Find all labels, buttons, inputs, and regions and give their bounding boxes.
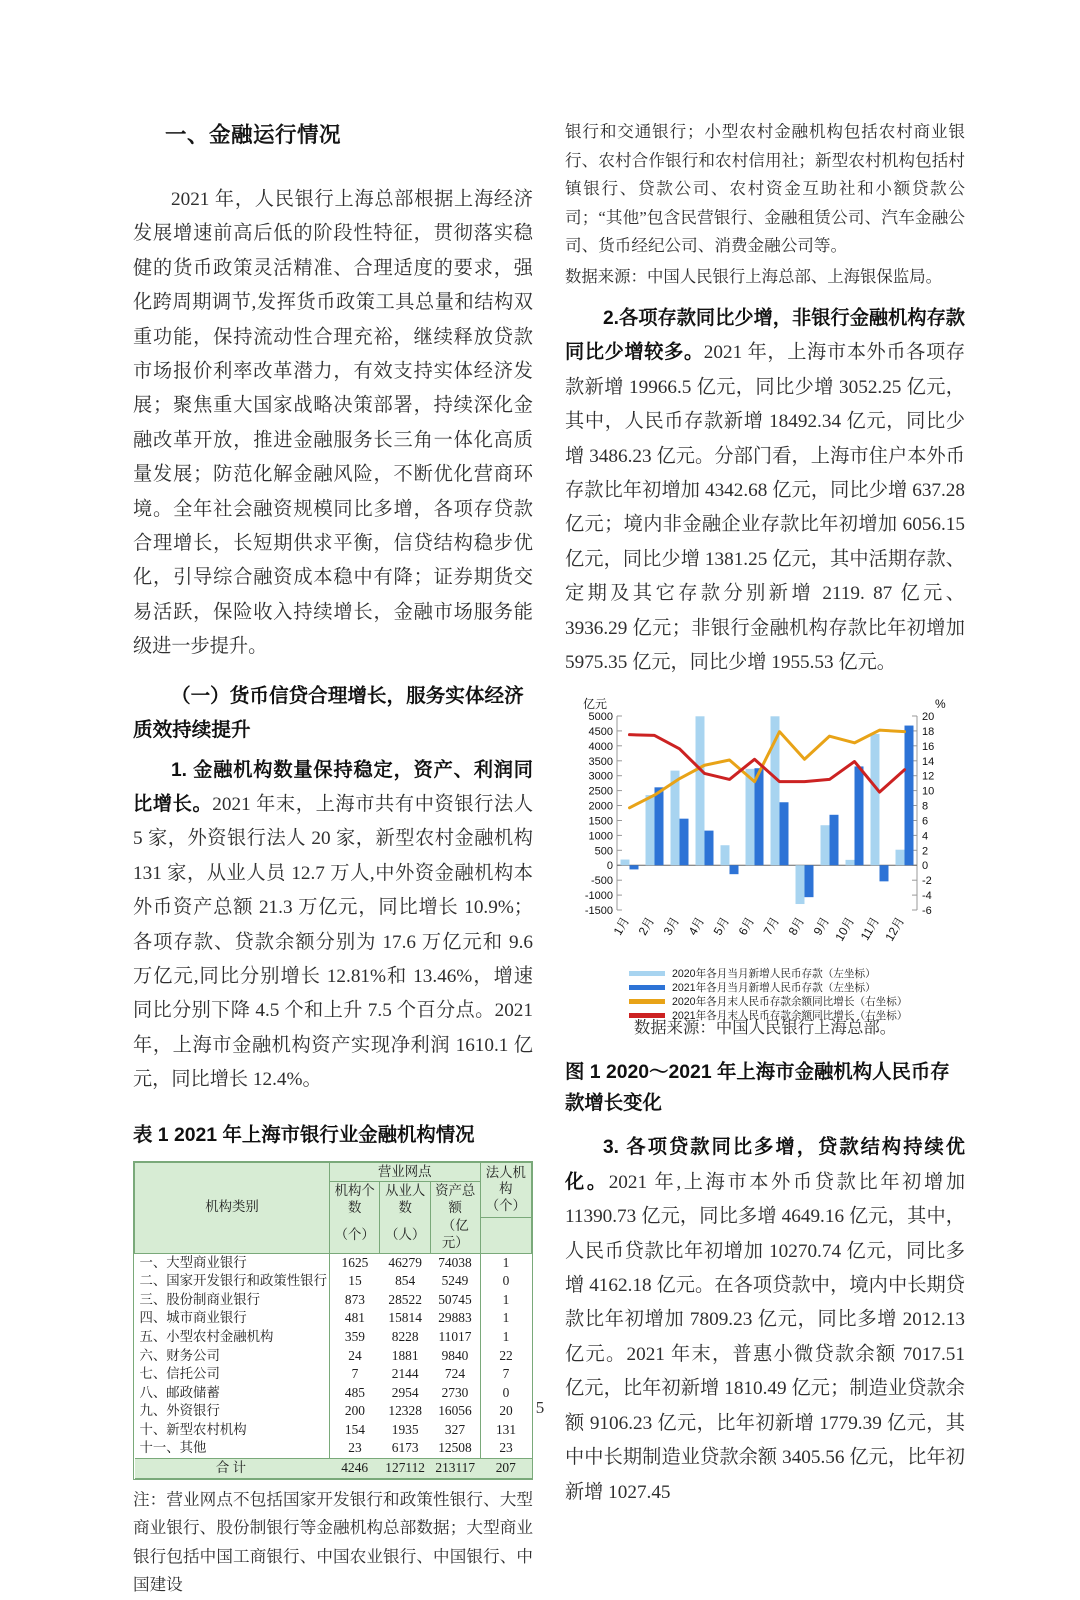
page-number: 5 bbox=[535, 1398, 545, 1417]
section-heading-1: （一）货币信贷合理增长，服务实体经济质效持续提升 bbox=[133, 684, 524, 742]
row-assets: 12508 bbox=[438, 1440, 472, 1456]
svg-text:16: 16 bbox=[922, 741, 935, 754]
row-legal: 1 bbox=[480, 1309, 531, 1328]
th-legal-line2: （个） bbox=[485, 1198, 526, 1213]
legend-item bbox=[629, 994, 965, 1008]
total-count: 4246 bbox=[329, 1459, 379, 1479]
row-legal: 0 bbox=[480, 1384, 531, 1403]
th-legal-unit bbox=[480, 1217, 531, 1253]
total-legal: 207 bbox=[480, 1459, 531, 1479]
chart-xtick-label: 3月 bbox=[660, 914, 683, 939]
svg-text:2000: 2000 bbox=[588, 800, 613, 813]
svg-text:4500: 4500 bbox=[588, 726, 613, 739]
svg-text:2500: 2500 bbox=[588, 786, 613, 799]
row-legal: 22 bbox=[480, 1347, 531, 1366]
table-1-wrapper bbox=[133, 1161, 533, 1480]
row-assets: 5249 bbox=[441, 1273, 469, 1289]
row-label: 四、城市商业银行 bbox=[135, 1309, 330, 1328]
row-staff: 15814 bbox=[388, 1310, 422, 1326]
table-row bbox=[135, 1347, 532, 1366]
svg-text:0: 0 bbox=[922, 860, 929, 873]
row-legal: 1 bbox=[480, 1253, 531, 1272]
paragraph-loans-body: 2021 年,上海市本外币贷款比年初增加 11390.73 亿元，同比多增 4649.16 亿元，其中，人民币贷款比年初增加 10270.74 亿元，同比多增 4162.18 亿元。在各项贷款中，境内中长期贷款比年初增加 7809.23 亿元，同比多增 2012.13 亿元。2021 年末，普惠小微贷款余额 7017.51 亿元，比年初新增 1810.49 亿元；制造业贷款余额 9106.23 亿元，比年初新增 1779.39 亿元，其中中长期制造业贷款余额 3405.56 亿元，比年初新增 1027.45 bbox=[565, 1171, 966, 1503]
table-note: 注：营业网点不包括国家开发银行和政策性银行、大型商业银行、股份制银行等金融机构总部数据；大型商业银行包括中国工商银行、中国农业银行、中国银行、中国建设 bbox=[133, 1489, 533, 1595]
svg-text:2: 2 bbox=[922, 845, 929, 858]
svg-text:14: 14 bbox=[922, 756, 935, 769]
chart-xtick-label: 11月 bbox=[857, 914, 883, 944]
svg-text:-500: -500 bbox=[590, 875, 613, 888]
chart-bar bbox=[896, 850, 905, 866]
row-legal: 7 bbox=[480, 1365, 531, 1384]
row-count: 24 bbox=[348, 1347, 362, 1363]
table-row bbox=[135, 1253, 532, 1272]
row-staff: 2144 bbox=[391, 1366, 419, 1382]
chart-bar bbox=[855, 767, 864, 866]
chart-xtick-label: 6月 bbox=[735, 914, 758, 939]
legend-label: 2021年各月当月新增人民币存款（左坐标） bbox=[672, 981, 876, 994]
chart-bar bbox=[730, 866, 739, 875]
svg-text:-2: -2 bbox=[922, 875, 932, 888]
row-assets: 9840 bbox=[441, 1347, 469, 1363]
legend-swatch-2021-line bbox=[629, 1013, 665, 1018]
chart-bar bbox=[680, 819, 689, 866]
chart-ylabel-left: 亿元 bbox=[583, 697, 608, 712]
paragraph-deposits-lead: 2.各项存款同比少增，非银行金融机构存款同比少增较多。 bbox=[565, 307, 965, 364]
svg-text:4000: 4000 bbox=[588, 741, 613, 754]
svg-text:20: 20 bbox=[922, 711, 935, 724]
total-label: 合 计 bbox=[135, 1459, 330, 1479]
paragraph-intro: 2021 年，人民银行上海总部根据上海经济发展增速前高后低的阶段性特征，贯彻落实稳健的货币政策灵活精准、合理适度的要求，强化跨周期调节,发挥货币政策工具总量和结构双重功能，保持流动性合理充裕，继续释放贷款市场报价利率改革潜力，有效支持实体经济发展；聚焦重大国家战略决策部署，持续深化金融改革开放，推进金融服务长三角一体化高质量发展；防范化解金融风险，不断优化营商环境。全年社会融资规模同比多增，各项存贷款合理增长，长短期供求平衡，信贷结构稳步优化，引导综合融资成本稳中有降；证券期货交易活跃，保险收入持续增长，金融市场服务能级进一步提升。 bbox=[133, 189, 533, 658]
row-label: 三、股份制商业银行 bbox=[135, 1291, 330, 1310]
chart-bar bbox=[721, 846, 730, 866]
row-label: 五、小型农村金融机构 bbox=[135, 1328, 330, 1347]
svg-text:4: 4 bbox=[922, 830, 929, 843]
svg-text:-6: -6 bbox=[922, 905, 932, 918]
th-assets-unit: （亿元） bbox=[430, 1217, 480, 1253]
chart-bar bbox=[846, 860, 855, 865]
row-label: 一、大型商业银行 bbox=[135, 1253, 330, 1272]
chart-xtick-label: 7月 bbox=[760, 914, 783, 939]
svg-text:5000: 5000 bbox=[588, 711, 613, 724]
data-source-1: 数据来源：中国人民银行上海总部、上海银保监局。 bbox=[565, 266, 942, 286]
table-1-body bbox=[135, 1253, 532, 1459]
chart-ylabel-right: % bbox=[935, 697, 946, 712]
chart-xtick-label: 9月 bbox=[810, 914, 833, 939]
paragraph-loans bbox=[565, 1131, 965, 1509]
chart-bar bbox=[796, 866, 805, 905]
row-assets: 74038 bbox=[438, 1254, 472, 1270]
table-note-continued: 银行和交通银行；小型农村金融机构包括农村商业银行、农村合作银行和农村信用社；新型农村机构包括村镇银行、贷款公司、农村资金互助社和小额贷款公司；“其他”包含民营银行、金融租赁公司、汽车金融公司、货币经纪公司、消费金融公司等。 bbox=[565, 122, 965, 256]
chart-bar bbox=[755, 769, 764, 866]
chart-legend bbox=[565, 966, 965, 1022]
row-label: 十一、其他 bbox=[135, 1439, 330, 1458]
table-total-row bbox=[135, 1459, 532, 1479]
svg-text:3500: 3500 bbox=[588, 756, 613, 769]
row-legal: 1 bbox=[480, 1328, 531, 1347]
row-assets: 724 bbox=[444, 1366, 466, 1382]
svg-text:18: 18 bbox=[922, 726, 935, 739]
row-label: 八、邮政储蓄 bbox=[135, 1384, 330, 1403]
table-row bbox=[135, 1421, 532, 1440]
th-group-branches: 营业网点 bbox=[329, 1162, 480, 1182]
row-count: 481 bbox=[344, 1310, 365, 1326]
row-label: 七、信托公司 bbox=[135, 1365, 330, 1384]
row-staff: 1935 bbox=[391, 1421, 419, 1437]
chart-svg bbox=[565, 696, 965, 964]
row-count: 1625 bbox=[341, 1254, 369, 1270]
data-source-2: 数据来源：中国人民银行上海总部。 bbox=[633, 1018, 897, 1038]
chart-xtick-label: 2月 bbox=[635, 914, 658, 939]
legend-label: 2020年各月当月新增人民币存款（左坐标） bbox=[672, 967, 876, 980]
row-count: 359 bbox=[344, 1328, 365, 1344]
page-title: 一、金融运行情况 bbox=[165, 123, 342, 147]
chart-bar bbox=[880, 866, 889, 882]
figure-1-chart bbox=[565, 696, 965, 1022]
row-staff: 1881 bbox=[391, 1347, 419, 1363]
table-header-row-1 bbox=[135, 1162, 532, 1182]
th-legal-entities bbox=[480, 1162, 531, 1217]
row-assets: 2730 bbox=[441, 1384, 469, 1400]
left-column bbox=[133, 118, 533, 1600]
row-staff: 46279 bbox=[388, 1254, 422, 1270]
right-column bbox=[565, 118, 965, 1510]
row-label: 二、国家开发银行和政策性银行 bbox=[135, 1272, 330, 1291]
row-count: 15 bbox=[348, 1273, 362, 1289]
chart-bar bbox=[705, 831, 714, 866]
th-staff-unit: （人） bbox=[380, 1217, 430, 1253]
svg-text:6: 6 bbox=[922, 815, 929, 828]
chart-bar bbox=[746, 769, 755, 865]
row-label: 九、外资银行 bbox=[135, 1402, 330, 1421]
chart-bar bbox=[780, 803, 789, 866]
chart-bar bbox=[905, 726, 914, 866]
chart-bar bbox=[646, 796, 655, 866]
chart-bar bbox=[821, 826, 830, 866]
th-staff: 从业人数 bbox=[380, 1182, 430, 1218]
total-staff: 127112 bbox=[380, 1459, 430, 1479]
table-1-foot bbox=[135, 1459, 532, 1479]
legend-item bbox=[629, 966, 965, 980]
chart-series-group bbox=[621, 717, 914, 905]
row-staff: 8228 bbox=[391, 1328, 419, 1344]
table-row bbox=[135, 1328, 532, 1347]
row-count: 7 bbox=[351, 1366, 359, 1382]
chart-bar bbox=[696, 717, 705, 866]
legend-swatch-2020-line bbox=[629, 999, 665, 1004]
table-row bbox=[135, 1309, 532, 1328]
svg-text:500: 500 bbox=[594, 845, 613, 858]
row-staff: 6173 bbox=[391, 1440, 419, 1456]
paragraph-deposits bbox=[565, 302, 965, 680]
row-legal: 131 bbox=[480, 1421, 531, 1440]
paragraph-loans-lead: 3. 各项贷款同比多增，贷款结构持续优化。 bbox=[565, 1137, 965, 1193]
row-label: 六、财务公司 bbox=[135, 1347, 330, 1366]
chart-xtick-label: 5月 bbox=[710, 914, 733, 939]
svg-text:8: 8 bbox=[922, 800, 929, 813]
legend-label: 2020年各月末人民币存款余额同比增长（右坐标） bbox=[672, 995, 908, 1008]
row-count: 23 bbox=[348, 1440, 362, 1456]
total-assets: 213117 bbox=[430, 1459, 480, 1479]
table-row bbox=[135, 1365, 532, 1384]
svg-text:3000: 3000 bbox=[588, 771, 613, 784]
row-assets: 16056 bbox=[438, 1403, 472, 1419]
svg-text:12: 12 bbox=[922, 771, 935, 784]
row-assets: 50745 bbox=[438, 1291, 472, 1307]
paragraph-deposits-body: 2021 年，上海市本外币各项存款新增 19966.5 亿元，同比少增 3052.25 亿元，其中，人民币存款新增 18492.34 亿元，同比少增 3486.23 亿元。分部门看，上海市住户本外币存款比年初增加 4342.68 亿元，同比少增 637.28 亿元；境内非金融企业存款比年初增加 6056.15 亿元，同比少增 1381.25 亿元，其中活期存款、定期及其它存款分别新增 2119. 87 亿元、3936.29 亿元；非银行金融机构存款比年初增加 5975.35 亿元，同比少增 1955.53 亿元。 bbox=[565, 342, 966, 674]
chart-xaxis-labels bbox=[611, 915, 907, 944]
svg-text:-4: -4 bbox=[922, 890, 932, 903]
row-staff: 28522 bbox=[388, 1291, 422, 1307]
chart-bar bbox=[871, 734, 880, 865]
row-count: 200 bbox=[344, 1403, 365, 1419]
svg-text:10: 10 bbox=[922, 786, 935, 799]
legend-label: 2021年各月末人民币存款余额同比增长（右坐标） bbox=[672, 1009, 908, 1022]
chart-bar bbox=[655, 788, 664, 866]
chart-xtick-label: 10月 bbox=[832, 914, 858, 944]
th-count-unit: （个） bbox=[329, 1217, 379, 1253]
chart-xtick-label: 1月 bbox=[610, 914, 633, 939]
row-count: 154 bbox=[344, 1421, 365, 1437]
th-legal-line1: 法人机构 bbox=[485, 1164, 526, 1197]
figure-1-caption bbox=[565, 1057, 965, 1119]
chart-bar bbox=[830, 815, 839, 865]
svg-text:0: 0 bbox=[606, 860, 613, 873]
svg-text:1500: 1500 bbox=[588, 815, 613, 828]
table-1 bbox=[134, 1162, 532, 1479]
row-staff: 854 bbox=[395, 1273, 416, 1289]
chart-bar bbox=[805, 866, 814, 898]
row-assets: 29883 bbox=[438, 1310, 472, 1326]
row-label: 十、新型农村机构 bbox=[135, 1421, 330, 1440]
th-assets: 资产总额 bbox=[430, 1182, 480, 1218]
svg-text:-1000: -1000 bbox=[584, 890, 613, 903]
paragraph-institutions-lead: 1. 金融机构数量保持稳定，资产、利润同比增长。 bbox=[133, 759, 533, 815]
chart-right-axis bbox=[922, 711, 934, 917]
paragraph-institutions-body: 2021 年末，上海市共有中资银行法人 5 家，外资银行法人 20 家，新型农村金融机构 131 家，从业人员 12.7 万人,中外资金融机构本外币资产总额 21.3 万亿元，同比增长 10.9%；各项存款、贷款余额分别为 17.6 万亿元和 9.6 万亿元,同比分别增长 12.81%和 13.46%，增速同比分别下降 4.5 个和上升 7.5 个百分点。2021 年，上海市金融机构资产实现净利润 1610.1 亿元，同比增长 12.4%。 bbox=[133, 793, 534, 1091]
chart-xtick-label: 12月 bbox=[882, 914, 908, 944]
figure-caption-line-1: 图 1 2020～2021 年上海市金融机构人民币存 bbox=[565, 1061, 950, 1084]
row-assets: 11017 bbox=[438, 1328, 472, 1344]
table-1-head bbox=[135, 1162, 532, 1253]
th-category: 机构类别 bbox=[135, 1162, 330, 1253]
row-count: 873 bbox=[344, 1291, 365, 1307]
row-legal: 20 bbox=[480, 1402, 531, 1421]
row-count: 485 bbox=[344, 1384, 365, 1400]
paragraph-institutions bbox=[133, 754, 533, 1098]
chart-left-axis bbox=[585, 711, 613, 917]
row-legal: 1 bbox=[480, 1291, 531, 1310]
svg-text:1000: 1000 bbox=[588, 830, 613, 843]
row-staff: 2954 bbox=[391, 1384, 419, 1400]
table-row bbox=[135, 1291, 532, 1310]
figure-caption-line-2: 款增长变化 bbox=[565, 1092, 662, 1115]
table-row bbox=[135, 1439, 532, 1458]
chart-bar bbox=[630, 866, 639, 870]
row-staff: 12328 bbox=[388, 1403, 422, 1419]
legend-swatch-2020-bar bbox=[629, 971, 665, 976]
chart-xtick-label: 8月 bbox=[785, 914, 808, 939]
th-count: 机构个数 bbox=[329, 1182, 379, 1218]
row-legal: 0 bbox=[480, 1272, 531, 1291]
legend-item bbox=[629, 1008, 965, 1022]
table-caption: 表 1 2021 年上海市银行业金融机构情况 bbox=[133, 1123, 475, 1146]
legend-item bbox=[629, 980, 965, 994]
svg-text:-1500: -1500 bbox=[584, 905, 613, 918]
chart-xtick-label: 4月 bbox=[685, 914, 708, 939]
legend-swatch-2021-bar bbox=[629, 985, 665, 990]
table-row bbox=[135, 1272, 532, 1291]
row-legal: 23 bbox=[480, 1439, 531, 1458]
chart-bar bbox=[621, 860, 630, 866]
row-assets: 327 bbox=[444, 1421, 466, 1437]
